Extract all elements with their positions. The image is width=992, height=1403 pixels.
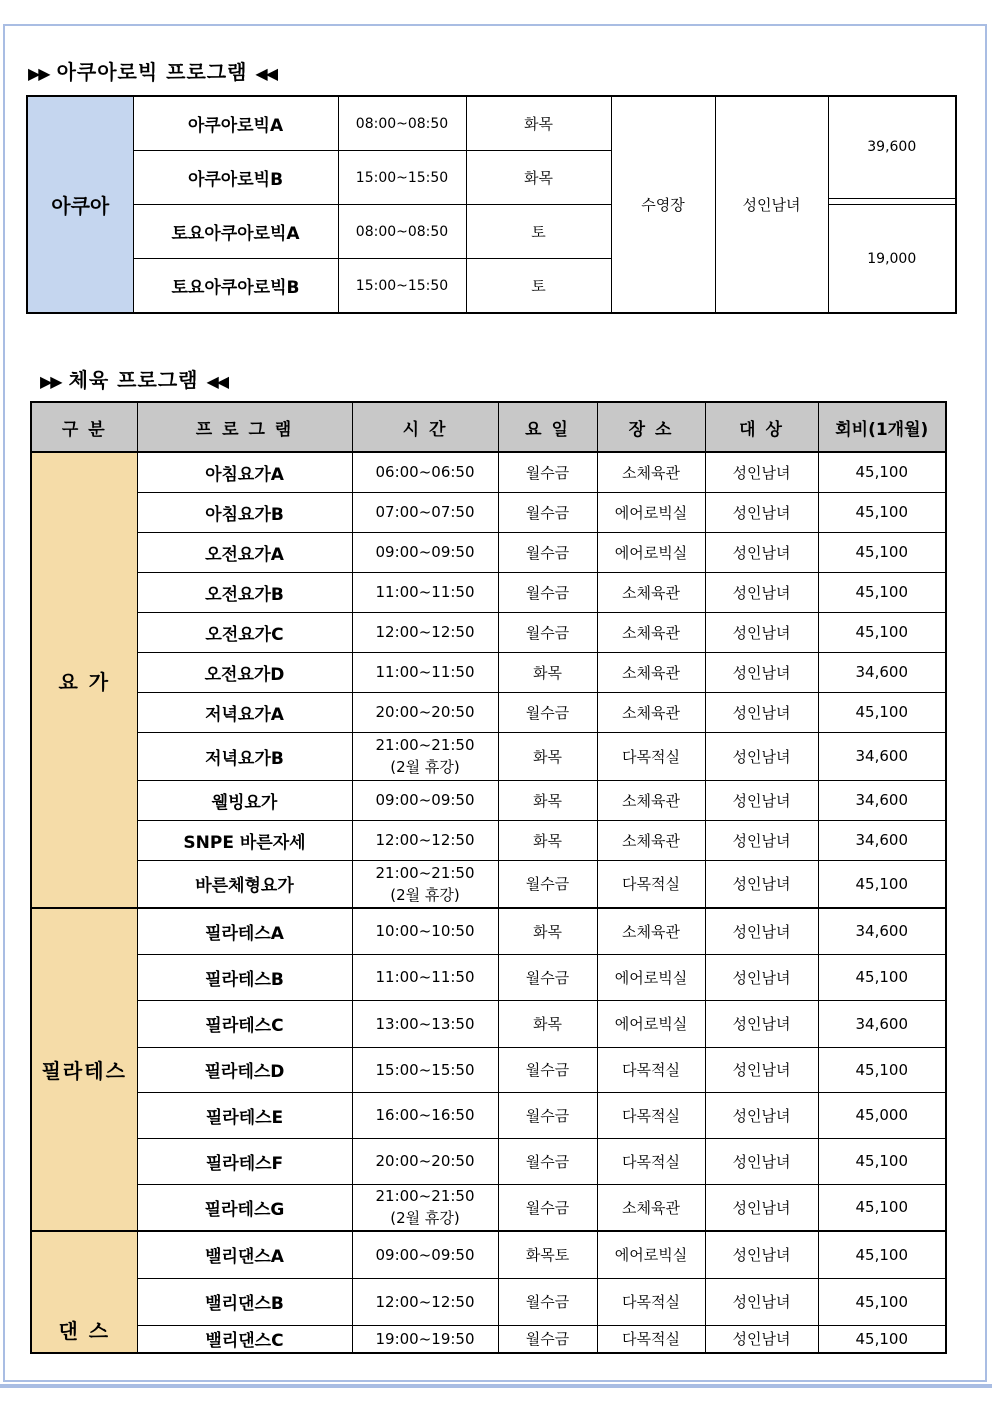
program-name: 밸리댄스C <box>137 1325 352 1353</box>
program-day: 월수금 <box>498 1325 597 1353</box>
program-name: 바른체형요가 <box>137 860 352 908</box>
program-place: 에어로빅실 <box>597 492 705 532</box>
program-day: 월수금 <box>498 572 597 612</box>
time-range: 21:00~21:50 <box>375 1187 475 1206</box>
header-category: 구 분 <box>31 402 137 452</box>
program-day: 월수금 <box>498 1092 597 1138</box>
program-name: 필라테스A <box>137 908 352 954</box>
program-time <box>352 908 498 954</box>
program-fee: 45,100 <box>818 860 946 908</box>
program-name: 오전요가C <box>137 612 352 652</box>
program-name: 필라테스D <box>137 1047 352 1092</box>
program-time <box>352 452 498 492</box>
program-target: 성인남녀 <box>705 1325 818 1353</box>
header-fee: 회비(1개월) <box>818 402 946 452</box>
table-row <box>31 908 946 954</box>
program-name: 웰빙요가 <box>137 780 352 820</box>
time-note: (2월 휴강) <box>390 885 460 904</box>
program-fee: 34,600 <box>818 780 946 820</box>
program-time <box>352 492 498 532</box>
program-day: 화목 <box>466 96 611 151</box>
table-row <box>31 1278 946 1325</box>
table-row <box>31 532 946 572</box>
program-place: 에어로빅실 <box>597 1000 705 1047</box>
program-time <box>352 572 498 612</box>
page-frame-bottom-bar <box>0 1384 992 1388</box>
program-place: 소체육관 <box>597 908 705 954</box>
program-day: 월수금 <box>498 954 597 1000</box>
table-row <box>31 954 946 1000</box>
sports-table <box>30 401 947 1354</box>
header-day: 요 일 <box>498 402 597 452</box>
sports-section-title <box>40 364 227 393</box>
program-time <box>352 1325 498 1353</box>
program-name: 저녁요가A <box>137 692 352 732</box>
program-place: 소체육관 <box>597 780 705 820</box>
category-yoga: 요 가 <box>31 452 137 908</box>
program-time <box>352 692 498 732</box>
program-target: 성인남녀 <box>705 1278 818 1325</box>
aqua-fee-saturday: 19,000 <box>828 205 956 314</box>
program-place: 다목적실 <box>597 860 705 908</box>
program-time <box>352 780 498 820</box>
program-target: 성인남녀 <box>705 572 818 612</box>
program-time: 15:00~15:50 <box>338 259 466 314</box>
program-day: 월수금 <box>498 1184 597 1231</box>
program-target: 성인남녀 <box>705 860 818 908</box>
program-name: 오전요가A <box>137 532 352 572</box>
program-target: 성인남녀 <box>705 1047 818 1092</box>
program-time <box>352 532 498 572</box>
program-fee: 45,100 <box>818 1047 946 1092</box>
aqua-table <box>26 95 957 314</box>
program-name: 밸리댄스A <box>137 1231 352 1278</box>
table-row <box>31 820 946 860</box>
program-target: 성인남녀 <box>705 452 818 492</box>
right-arrows-icon: ▶▶ <box>40 372 61 391</box>
program-target: 성인남녀 <box>705 1231 818 1278</box>
program-name: 아침요가B <box>137 492 352 532</box>
program-time <box>352 1278 498 1325</box>
left-arrows-icon: ◀◀ <box>255 64 276 83</box>
table-row <box>31 692 946 732</box>
program-place: 소체육관 <box>597 692 705 732</box>
program-target: 성인남녀 <box>705 1184 818 1231</box>
program-target: 성인남녀 <box>705 1000 818 1047</box>
program-place: 소체육관 <box>597 652 705 692</box>
program-place: 다목적실 <box>597 1092 705 1138</box>
program-name: SNPE 바른자세 <box>137 820 352 860</box>
program-day: 월수금 <box>498 860 597 908</box>
program-place: 다목적실 <box>597 1047 705 1092</box>
time-range: 12:00~12:50 <box>375 831 475 849</box>
table-row <box>31 652 946 692</box>
table-row <box>31 1092 946 1138</box>
program-target: 성인남녀 <box>705 780 818 820</box>
program-place: 소체육관 <box>597 612 705 652</box>
program-fee: 34,600 <box>818 1000 946 1047</box>
program-fee: 45,100 <box>818 532 946 572</box>
time-range: 16:00~16:50 <box>375 1106 475 1124</box>
aqua-fee-weekday: 39,600 <box>829 97 956 199</box>
table-row <box>27 96 956 151</box>
header-row <box>31 402 946 452</box>
program-time: 08:00~08:50 <box>338 96 466 151</box>
aqua-target-cell: 성인남녀 <box>715 96 828 313</box>
program-fee: 34,600 <box>818 652 946 692</box>
program-place: 다목적실 <box>597 1325 705 1353</box>
program-time <box>352 652 498 692</box>
program-day: 화목 <box>498 732 597 780</box>
category-dance: 댄 스 <box>31 1231 137 1353</box>
program-fee: 45,000 <box>818 1092 946 1138</box>
time-range: 10:00~10:50 <box>375 922 475 941</box>
program-fee: 45,100 <box>818 692 946 732</box>
program-fee: 45,100 <box>818 612 946 652</box>
program-day: 월수금 <box>498 692 597 732</box>
program-place: 소체육관 <box>597 452 705 492</box>
program-fee: 45,100 <box>818 452 946 492</box>
header-target: 대 상 <box>705 402 818 452</box>
program-time <box>352 1000 498 1047</box>
program-name: 아쿠아로빅B <box>133 151 338 205</box>
time-range: 09:00~09:50 <box>375 543 475 561</box>
table-row <box>31 612 946 652</box>
aqua-section-title <box>28 56 276 85</box>
time-range: 09:00~09:50 <box>375 791 475 809</box>
program-time <box>352 732 498 780</box>
program-target: 성인남녀 <box>705 820 818 860</box>
program-fee: 45,100 <box>818 1184 946 1231</box>
time-range: 20:00~20:50 <box>375 703 475 721</box>
program-time <box>352 820 498 860</box>
program-name: 아침요가A <box>137 452 352 492</box>
program-time <box>352 1184 498 1231</box>
table-row <box>31 1231 946 1278</box>
time-range: 07:00~07:50 <box>375 503 475 521</box>
program-day: 화목 <box>498 1000 597 1047</box>
program-day: 월수금 <box>498 1138 597 1184</box>
program-target: 성인남녀 <box>705 612 818 652</box>
sports-table-body <box>31 452 946 1353</box>
program-place: 다목적실 <box>597 732 705 780</box>
program-day: 월수금 <box>498 532 597 572</box>
program-day: 토 <box>466 205 611 259</box>
program-time <box>352 1047 498 1092</box>
left-arrows-icon: ◀◀ <box>206 372 228 391</box>
program-day: 화목 <box>466 151 611 205</box>
program-fee: 45,100 <box>818 572 946 612</box>
program-fee: 34,600 <box>818 820 946 860</box>
time-range: 19:00~19:50 <box>375 1329 475 1348</box>
program-name: 오전요가D <box>137 652 352 692</box>
table-row <box>31 572 946 612</box>
program-name: 필라테스B <box>137 954 352 1000</box>
program-target: 성인남녀 <box>705 954 818 1000</box>
program-time <box>352 612 498 652</box>
aqua-title-text: 아쿠아로빅 프로그램 <box>56 60 248 84</box>
program-place: 소체육관 <box>597 572 705 612</box>
program-day: 토 <box>466 259 611 314</box>
program-place: 에어로빅실 <box>597 532 705 572</box>
program-time <box>352 954 498 1000</box>
aqua-category-cell: 아쿠아 <box>27 96 133 313</box>
table-row <box>31 492 946 532</box>
category-pilates: 필라테스 <box>31 908 137 1231</box>
time-range: 12:00~12:50 <box>375 1292 475 1311</box>
program-name: 필라테스E <box>137 1092 352 1138</box>
program-place: 에어로빅실 <box>597 1231 705 1278</box>
time-range: 09:00~09:50 <box>375 1245 475 1264</box>
header-program: 프 로 그 램 <box>137 402 352 452</box>
program-name: 필라테스F <box>137 1138 352 1184</box>
time-note: (2월 휴강) <box>390 758 460 776</box>
program-day: 화목토 <box>498 1231 597 1278</box>
program-time <box>352 1092 498 1138</box>
table-row <box>31 1325 946 1353</box>
program-fee: 45,100 <box>818 492 946 532</box>
table-row <box>31 780 946 820</box>
sports-title-text: 체육 프로그램 <box>68 368 199 392</box>
time-range: 11:00~11:50 <box>375 583 475 601</box>
program-target: 성인남녀 <box>705 1138 818 1184</box>
header-time: 시 간 <box>352 402 498 452</box>
time-range: 12:00~12:50 <box>375 623 475 641</box>
program-fee: 45,100 <box>818 1278 946 1325</box>
program-day: 월수금 <box>498 452 597 492</box>
aqua-fee-weekday-cell <box>828 96 956 205</box>
time-range: 21:00~21:50 <box>375 736 475 754</box>
right-arrows-icon: ▶▶ <box>28 64 49 83</box>
time-range: 11:00~11:50 <box>375 663 475 681</box>
table-row <box>31 452 946 492</box>
program-name: 토요아쿠아로빅B <box>133 259 338 314</box>
program-day: 화목 <box>498 780 597 820</box>
time-range: 06:00~06:50 <box>375 463 475 482</box>
program-time <box>352 1231 498 1278</box>
table-row <box>31 1047 946 1092</box>
program-target: 성인남녀 <box>705 492 818 532</box>
program-name: 오전요가B <box>137 572 352 612</box>
program-place: 다목적실 <box>597 1138 705 1184</box>
program-day: 화목 <box>498 908 597 954</box>
program-time: 15:00~15:50 <box>338 151 466 205</box>
table-row <box>31 1000 946 1047</box>
program-place: 소체육관 <box>597 1184 705 1231</box>
program-day: 월수금 <box>498 492 597 532</box>
program-target: 성인남녀 <box>705 732 818 780</box>
program-place: 에어로빅실 <box>597 954 705 1000</box>
program-day: 화목 <box>498 652 597 692</box>
aqua-place-cell: 수영장 <box>611 96 715 313</box>
program-day: 월수금 <box>498 612 597 652</box>
program-place: 다목적실 <box>597 1278 705 1325</box>
program-target: 성인남녀 <box>705 532 818 572</box>
program-name: 토요아쿠아로빅A <box>133 205 338 259</box>
time-range: 21:00~21:50 <box>375 863 475 882</box>
program-place: 소체육관 <box>597 820 705 860</box>
program-day: 화목 <box>498 820 597 860</box>
time-range: 15:00~15:50 <box>375 1060 475 1079</box>
program-time <box>352 860 498 908</box>
program-name: 저녁요가B <box>137 732 352 780</box>
table-row <box>31 1138 946 1184</box>
table-row <box>31 732 946 780</box>
program-target: 성인남녀 <box>705 1092 818 1138</box>
program-day: 월수금 <box>498 1047 597 1092</box>
program-target: 성인남녀 <box>705 908 818 954</box>
program-fee: 45,100 <box>818 954 946 1000</box>
program-name: 아쿠아로빅A <box>133 96 338 151</box>
program-time <box>352 1138 498 1184</box>
time-range: 20:00~20:50 <box>375 1152 475 1170</box>
program-fee: 34,600 <box>818 732 946 780</box>
program-name: 필라테스C <box>137 1000 352 1047</box>
time-range: 11:00~11:50 <box>375 968 475 986</box>
program-fee: 45,100 <box>818 1231 946 1278</box>
program-fee: 45,100 <box>818 1138 946 1184</box>
program-target: 성인남녀 <box>705 692 818 732</box>
program-fee: 45,100 <box>818 1325 946 1353</box>
time-note: (2월 휴강) <box>390 1209 460 1228</box>
time-range: 13:00~13:50 <box>375 1014 475 1033</box>
program-time: 08:00~08:50 <box>338 205 466 259</box>
header-place: 장 소 <box>597 402 705 452</box>
program-name: 필라테스G <box>137 1184 352 1231</box>
program-name: 밸리댄스B <box>137 1278 352 1325</box>
program-fee: 34,600 <box>818 908 946 954</box>
table-row <box>31 860 946 908</box>
program-target: 성인남녀 <box>705 652 818 692</box>
program-day: 월수금 <box>498 1278 597 1325</box>
table-row <box>31 1184 946 1231</box>
